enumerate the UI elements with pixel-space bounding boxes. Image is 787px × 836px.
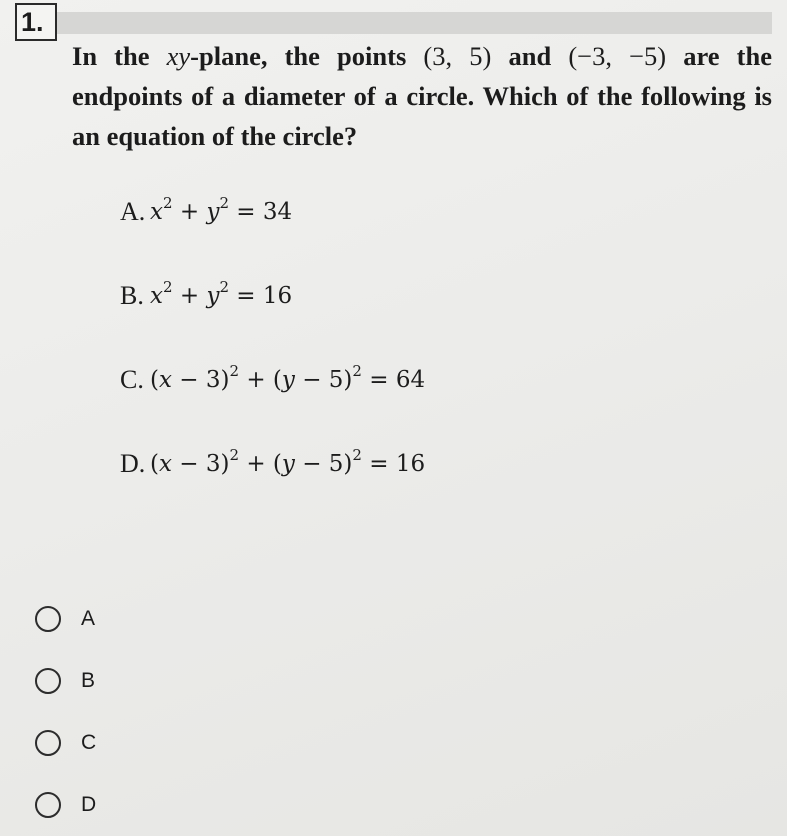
option-letter: C. xyxy=(120,365,144,394)
radio-button-a[interactable] xyxy=(35,606,61,632)
point-2: (−3, −5) xyxy=(568,41,667,71)
radio-button-b[interactable] xyxy=(35,668,61,694)
option-rhs: = 64 xyxy=(369,367,426,393)
answer-label-d: D xyxy=(81,793,97,816)
point-1: (3, 5) xyxy=(423,41,492,71)
answer-choice-d[interactable] xyxy=(35,774,96,836)
option-equation: $x^2 + y^2 = 34$ xyxy=(150,194,293,225)
option-rhs: = 16 xyxy=(236,283,293,309)
option-letter: A. xyxy=(120,197,146,226)
answer-choices xyxy=(35,588,96,836)
option-a xyxy=(120,192,425,276)
radio-button-d[interactable] xyxy=(35,792,61,818)
radio-button-c[interactable] xyxy=(35,730,61,756)
option-list xyxy=(120,192,425,528)
option-rhs: = 16 xyxy=(369,451,426,477)
answer-choice-b[interactable] xyxy=(35,650,96,712)
question-text-part3: and xyxy=(491,41,569,71)
option-equation: $x^2 + y^2 = 16$ xyxy=(150,278,293,309)
question-text xyxy=(72,36,772,156)
question-text-part2: -plane, the points xyxy=(190,41,424,71)
option-letter: B. xyxy=(120,281,144,310)
answer-label-a: A xyxy=(81,607,96,630)
option-d xyxy=(120,444,425,528)
answer-choice-c[interactable] xyxy=(35,712,96,774)
option-equation: $(x - 3)^2 + (y - 5)^2 = 16$ xyxy=(150,446,426,477)
option-equation: $(x - 3)^2 + (y - 5)^2 = 64$ xyxy=(150,362,426,393)
answer-label-c: C xyxy=(81,731,97,754)
question-number: 1. xyxy=(15,3,57,41)
answer-choice-a[interactable] xyxy=(35,588,96,650)
question-variable: xy xyxy=(166,41,191,71)
option-rhs: = 34 xyxy=(236,199,293,225)
option-c xyxy=(120,360,425,444)
question-text-part4: are the endpoints of a diameter of a circle. Which of the following is an equation of the circle? xyxy=(72,41,772,151)
option-letter: D. xyxy=(120,449,146,478)
header-bar xyxy=(57,12,772,34)
question-text-part1: In the xyxy=(72,41,167,71)
option-b xyxy=(120,276,425,360)
answer-label-b: B xyxy=(81,669,96,692)
